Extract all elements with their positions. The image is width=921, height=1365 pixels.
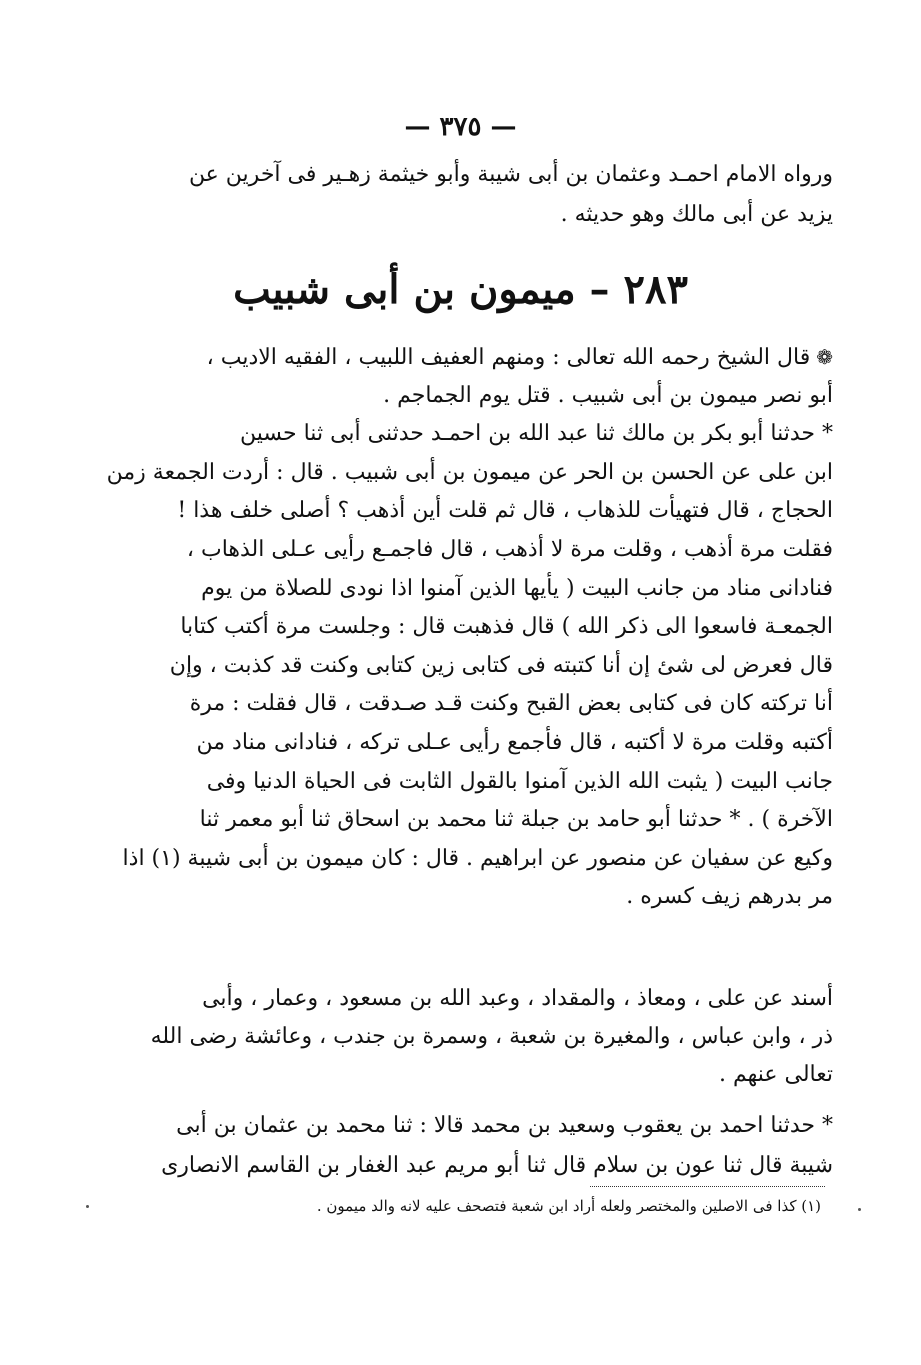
text-line-lead xyxy=(83,338,833,377)
text-line: أبو نصر ميمون بن أبى شبيب . قتل يوم الجماجم . xyxy=(383,382,833,408)
text-line: فنادانى مناد من جانب البيت ( يأيها الذين آمنوا اذا نودى للصلاة من يوم xyxy=(201,575,833,601)
text-line: أنا تركته كان فى كتابى بعض القبح وكنت قـد صـدقت ، قال فقلت : مرة xyxy=(189,691,833,717)
text-line: مر بدرهم زيف كسره . xyxy=(626,884,833,910)
flower-icon: ❁ xyxy=(816,345,833,369)
text-line: شيبة قال ثنا عون بن سلام قال ثنا أبو مريم عبد الغفار بن القاسم الانصارى xyxy=(161,1153,833,1178)
asnad-paragraph xyxy=(83,980,833,1094)
text-line: جانب البيت ( يثبت الله الذين آمنوا بالقول الثابت فى الحياة الدنيا وفى xyxy=(206,768,833,794)
isnad-paragraph xyxy=(83,1106,833,1186)
text-line: * حدثنا احمد بن يعقوب وسعيد بن محمد قالا : ثنا محمد بن عثمان بن أبى xyxy=(176,1113,833,1138)
text-line: ذر ، وابن عباس ، والمغيرة بن شعبة ، وسمرة بن جندب ، وعائشة رضى الله xyxy=(150,1024,833,1049)
text-line: وكيع عن سفيان عن منصور عن ابراهيم . قال : كان ميمون بن أبى شيبة (١) اذا xyxy=(122,845,833,871)
text-line: قال فعرض لى شئ إن أنا كتبته فى كتابى زين كتابى وكنت قد كذبت ، وإن xyxy=(169,652,833,678)
intro-paragraph xyxy=(83,155,833,235)
scan-speck xyxy=(858,1208,861,1211)
text-line: أسند عن على ، ومعاذ ، والمقداد ، وعبد الله بن مسعود ، وعمار ، وأبى xyxy=(202,986,833,1011)
text-line: يزيد عن أبى مالك وهو حديثه . xyxy=(560,202,833,227)
text-line: * حدثنا أبو بكر بن مالك ثنا عبد الله بن احمـد حدثنى أبى ثنا حسين xyxy=(240,421,833,447)
lead-line-text: قال الشيخ رحمه الله تعالى : ومنهم العفيف اللبيب ، الفقيه الاديب ، xyxy=(206,345,811,370)
entry-title: ٢٨٣ – ميمون بن أبى شبيب xyxy=(233,266,688,313)
text-line: الحجاج ، قال فتهيأت للذهاب ، قال ثم قلت أين أذهب ؟ أصلى خلف هذا ! xyxy=(177,498,833,524)
biography-paragraph xyxy=(83,338,833,917)
text-line: ورواه الامام احمـد وعثمان بن أبى شيبة وأبو خيثمة زهـير فى آخرين عن xyxy=(188,162,833,187)
footnote: (١) كذا فى الاصلين والمختصر ولعله أراد ابن شعبة فتصحف عليه لانه والد ميمون . xyxy=(316,1197,821,1215)
text-line: ابن على عن الحسن بن الحر عن ميمون بن أبى شبيب . قال : أردت الجمعة زمن xyxy=(106,459,833,485)
footnote-divider xyxy=(590,1186,825,1187)
text-line: فقلت مرة أذهب ، وقلت مرة لا أذهب ، قال فاجمـع رأيى عـلى الذهاب ، xyxy=(186,536,833,562)
text-line: أكتبه وقلت مرة لا أكتبه ، قال فأجمع رأيى عـلى تركه ، فنادانى مناد من xyxy=(196,729,833,755)
text-line: الجمعـة فاسعوا الى ذكر الله ) قال فذهبت قال : وجلست مرة أكتب كتابا xyxy=(180,614,833,640)
scan-speck xyxy=(86,1205,89,1208)
page-number: — ٣٧٥ — xyxy=(404,112,517,142)
text-line: تعالى عنهم . xyxy=(718,1062,833,1087)
text-line: الآخرة ) . * حدثنا أبو حامد بن جبلة ثنا محمد بن اسحاق ثنا أبو معمر ثنا xyxy=(199,807,833,833)
